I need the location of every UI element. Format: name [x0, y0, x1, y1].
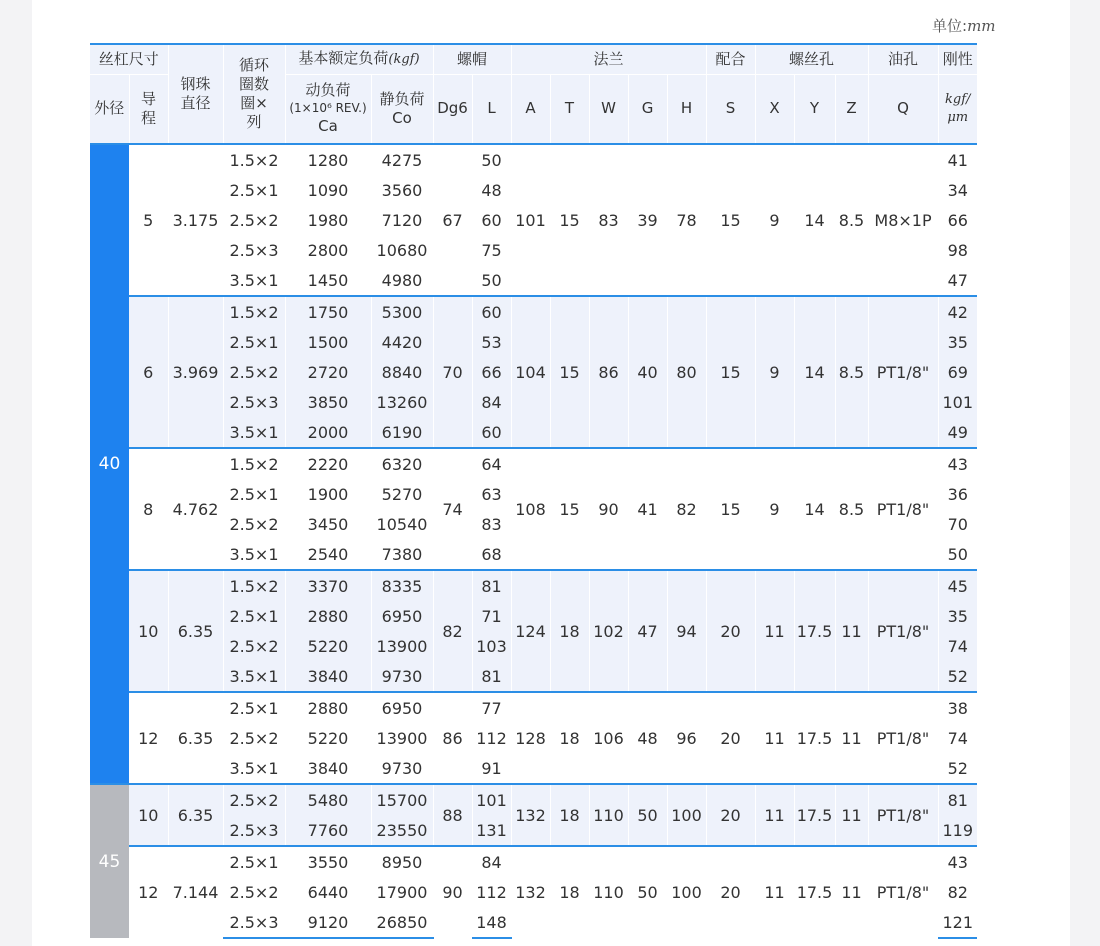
cell-dynamic-load: 3550 — [285, 846, 371, 877]
cell-circuits: 2.5×2 — [223, 631, 285, 661]
cell-bolt-y: 17.5 — [794, 784, 835, 846]
cell-rigidity: 98 — [938, 235, 977, 265]
cell-static-load: 7120 — [371, 205, 433, 235]
cell-circuits: 2.5×3 — [223, 235, 285, 265]
cell-static-load: 23550 — [371, 815, 433, 846]
header-flange-a: A — [511, 74, 550, 144]
cell-dynamic-load: 2800 — [285, 235, 371, 265]
cell-dynamic-load: 5220 — [285, 723, 371, 753]
header-circuits: 循环圈数圈×列 — [223, 44, 285, 144]
cell-nut-l: 83 — [472, 509, 511, 539]
cell-static-load: 4980 — [371, 265, 433, 296]
cell-dynamic-load: 7760 — [285, 815, 371, 846]
header-bolt-y: Y — [794, 74, 835, 144]
header-rigidity-unit-bottom: μm — [947, 109, 969, 125]
cell-rigidity: 119 — [938, 815, 977, 846]
header-static-load — [371, 74, 433, 144]
cell-static-load: 6950 — [371, 692, 433, 723]
cell-bolt-y: 14 — [794, 296, 835, 448]
header-screw-size: 丝杠尺寸 — [90, 44, 168, 74]
cell-nut-l: 77 — [472, 692, 511, 723]
cell-rigidity: 42 — [938, 296, 977, 327]
cell-flange-h: 100 — [667, 846, 706, 938]
cell-bolt-x: 9 — [755, 448, 794, 570]
cell-rigidity: 70 — [938, 509, 977, 539]
cell-lead: 12 — [129, 846, 168, 938]
cell-flange-g: 48 — [628, 692, 667, 784]
cell-static-load: 6950 — [371, 601, 433, 631]
cell-nut-dg6: 74 — [433, 448, 472, 570]
table-row — [90, 448, 977, 479]
cell-flange-a: 132 — [511, 784, 550, 846]
cell-flange-t: 18 — [550, 692, 589, 784]
cell-circuits: 2.5×2 — [223, 509, 285, 539]
header-static-symbol: Co — [392, 108, 412, 127]
cell-static-load: 10680 — [371, 235, 433, 265]
cell-flange-g: 41 — [628, 448, 667, 570]
header-flange-t: T — [550, 74, 589, 144]
cell-bolt-y: 14 — [794, 448, 835, 570]
header-dynamic-load-sub: (1×10⁶ REV.) — [289, 101, 367, 116]
header-nut-l: L — [472, 74, 511, 144]
header-oil-hole: 油孔 — [868, 44, 938, 74]
cell-nut-dg6: 70 — [433, 296, 472, 448]
cell-rigidity: 121 — [938, 907, 977, 938]
cell-flange-w: 83 — [589, 144, 628, 296]
cell-static-load: 26850 — [371, 907, 433, 938]
cell-static-load: 13900 — [371, 631, 433, 661]
cell-lead: 5 — [129, 144, 168, 296]
cell-circuits: 1.5×2 — [223, 144, 285, 175]
cell-flange-h: 100 — [667, 784, 706, 846]
cell-rigidity: 49 — [938, 417, 977, 448]
header-rigidity-unit — [938, 74, 977, 144]
cell-dynamic-load: 1090 — [285, 175, 371, 205]
ball-screw-spec-table — [90, 43, 977, 939]
header-dynamic-load-text: 动负荷 — [305, 81, 351, 100]
cell-circuits: 2.5×1 — [223, 846, 285, 877]
cell-nut-l: 71 — [472, 601, 511, 631]
cell-nut-l: 60 — [472, 205, 511, 235]
header-dynamic-symbol: Ca — [318, 117, 338, 136]
header-flange-h: H — [667, 74, 706, 144]
cell-rigidity: 45 — [938, 570, 977, 601]
cell-dynamic-load: 1280 — [285, 144, 371, 175]
cell-nut-l: 91 — [472, 753, 511, 784]
cell-flange-w: 110 — [589, 784, 628, 846]
cell-static-load: 8335 — [371, 570, 433, 601]
cell-nut-l: 112 — [472, 723, 511, 753]
cell-oil-q: PT1/8" — [868, 784, 938, 846]
cell-lead: 6 — [129, 296, 168, 448]
table-body — [90, 144, 977, 938]
cell-dynamic-load: 3850 — [285, 387, 371, 417]
cell-bolt-x: 11 — [755, 570, 794, 692]
cell-fit-s: 15 — [706, 144, 755, 296]
cell-dynamic-load: 2720 — [285, 357, 371, 387]
cell-static-load: 17900 — [371, 877, 433, 907]
table-row — [90, 296, 977, 327]
cell-static-load: 3560 — [371, 175, 433, 205]
table-row — [90, 784, 977, 815]
cell-nut-l: 84 — [472, 387, 511, 417]
cell-dynamic-load: 1450 — [285, 265, 371, 296]
cell-bolt-x: 11 — [755, 846, 794, 938]
cell-fit-s: 15 — [706, 448, 755, 570]
cell-static-load: 13260 — [371, 387, 433, 417]
cell-flange-h: 94 — [667, 570, 706, 692]
cell-bolt-z: 11 — [835, 570, 868, 692]
cell-bolt-z: 11 — [835, 692, 868, 784]
cell-flange-w: 106 — [589, 692, 628, 784]
cell-nut-l: 60 — [472, 417, 511, 448]
cell-rigidity: 41 — [938, 144, 977, 175]
cell-rigidity: 52 — [938, 661, 977, 692]
cell-ball-diameter: 6.35 — [168, 692, 223, 784]
cell-circuits: 2.5×3 — [223, 907, 285, 938]
header-lead: 导程 — [129, 74, 168, 144]
cell-ball-diameter: 6.35 — [168, 570, 223, 692]
cell-nut-l: 50 — [472, 265, 511, 296]
cell-oil-q: M8×1P — [868, 144, 938, 296]
cell-nut-l: 81 — [472, 570, 511, 601]
cell-nut-l: 103 — [472, 631, 511, 661]
cell-circuits: 2.5×3 — [223, 815, 285, 846]
cell-circuits: 1.5×2 — [223, 570, 285, 601]
cell-rigidity: 101 — [938, 387, 977, 417]
cell-rigidity: 38 — [938, 692, 977, 723]
header-rated-load-unit: (kgf) — [388, 52, 420, 68]
cell-static-load: 4420 — [371, 327, 433, 357]
cell-ball-diameter: 4.762 — [168, 448, 223, 570]
cell-dynamic-load: 3370 — [285, 570, 371, 601]
cell-rigidity: 66 — [938, 205, 977, 235]
header-outer-diameter: 外径 — [90, 74, 129, 144]
cell-circuits: 2.5×3 — [223, 387, 285, 417]
cell-flange-h: 78 — [667, 144, 706, 296]
cell-oil-q: PT1/8" — [868, 846, 938, 938]
cell-dynamic-load: 1750 — [285, 296, 371, 327]
cell-fit-s: 20 — [706, 570, 755, 692]
cell-rigidity: 74 — [938, 631, 977, 661]
cell-flange-t: 18 — [550, 570, 589, 692]
cell-circuits: 3.5×1 — [223, 265, 285, 296]
cell-nut-l: 75 — [472, 235, 511, 265]
cell-rigidity: 82 — [938, 877, 977, 907]
cell-static-load: 10540 — [371, 509, 433, 539]
cell-static-load: 6320 — [371, 448, 433, 479]
cell-nut-l: 68 — [472, 539, 511, 570]
cell-rigidity: 69 — [938, 357, 977, 387]
cell-nut-dg6: 67 — [433, 144, 472, 296]
header-rigidity-unit-top: kgf/ — [945, 91, 971, 107]
cell-dynamic-load: 2880 — [285, 692, 371, 723]
cell-dynamic-load: 3450 — [285, 509, 371, 539]
cell-static-load: 7380 — [371, 539, 433, 570]
cell-static-load: 5270 — [371, 479, 433, 509]
cell-circuits: 3.5×1 — [223, 661, 285, 692]
cell-oil-q: PT1/8" — [868, 692, 938, 784]
cell-flange-w: 90 — [589, 448, 628, 570]
cell-flange-t: 15 — [550, 448, 589, 570]
cell-nut-l: 60 — [472, 296, 511, 327]
cell-nut-l: 84 — [472, 846, 511, 877]
cell-oil-q: PT1/8" — [868, 448, 938, 570]
table-row — [90, 692, 977, 723]
cell-flange-g: 39 — [628, 144, 667, 296]
cell-oil-q: PT1/8" — [868, 570, 938, 692]
cell-ball-diameter: 6.35 — [168, 784, 223, 846]
cell-dynamic-load: 2000 — [285, 417, 371, 448]
cell-bolt-z: 8.5 — [835, 144, 868, 296]
header-rigidity: 刚性 — [938, 44, 977, 74]
cell-bolt-z: 11 — [835, 784, 868, 846]
cell-flange-t: 18 — [550, 846, 589, 938]
cell-nut-dg6: 82 — [433, 570, 472, 692]
table-header — [90, 44, 977, 144]
cell-static-load: 5300 — [371, 296, 433, 327]
cell-bolt-z: 8.5 — [835, 448, 868, 570]
cell-dynamic-load: 2220 — [285, 448, 371, 479]
cell-nut-l: 81 — [472, 661, 511, 692]
header-dynamic-load — [285, 74, 371, 144]
cell-circuits: 2.5×2 — [223, 877, 285, 907]
header-nut: 螺帽 — [433, 44, 511, 74]
cell-flange-a: 104 — [511, 296, 550, 448]
cell-flange-t: 15 — [550, 144, 589, 296]
document-page — [32, 0, 1070, 946]
cell-circuits: 3.5×1 — [223, 417, 285, 448]
cell-fit-s: 20 — [706, 692, 755, 784]
cell-flange-w: 102 — [589, 570, 628, 692]
cell-nut-l: 112 — [472, 877, 511, 907]
cell-nut-dg6: 86 — [433, 692, 472, 784]
cell-circuits: 3.5×1 — [223, 753, 285, 784]
cell-nut-dg6: 90 — [433, 846, 472, 938]
cell-static-load: 15700 — [371, 784, 433, 815]
cell-flange-h: 96 — [667, 692, 706, 784]
header-bolt-z: Z — [835, 74, 868, 144]
cell-bolt-x: 9 — [755, 296, 794, 448]
cell-lead: 12 — [129, 692, 168, 784]
cell-flange-a: 108 — [511, 448, 550, 570]
cell-rigidity: 47 — [938, 265, 977, 296]
cell-outer-diameter: 45 — [90, 784, 129, 938]
header-oil-q: Q — [868, 74, 938, 144]
cell-rigidity: 34 — [938, 175, 977, 205]
table-row — [90, 846, 977, 877]
cell-nut-l: 50 — [472, 144, 511, 175]
cell-flange-a: 101 — [511, 144, 550, 296]
header-flange-w: W — [589, 74, 628, 144]
cell-nut-l: 101 — [472, 784, 511, 815]
cell-ball-diameter: 3.969 — [168, 296, 223, 448]
table-row — [90, 144, 977, 175]
cell-dynamic-load: 5220 — [285, 631, 371, 661]
cell-dynamic-load: 6440 — [285, 877, 371, 907]
cell-nut-l: 66 — [472, 357, 511, 387]
cell-flange-g: 50 — [628, 784, 667, 846]
cell-lead: 10 — [129, 570, 168, 692]
cell-rigidity: 81 — [938, 784, 977, 815]
cell-static-load: 9730 — [371, 661, 433, 692]
cell-lead: 8 — [129, 448, 168, 570]
cell-ball-diameter: 7.144 — [168, 846, 223, 938]
cell-circuits: 3.5×1 — [223, 539, 285, 570]
cell-circuits: 2.5×2 — [223, 784, 285, 815]
header-bolt-hole: 螺丝孔 — [755, 44, 868, 74]
cell-flange-w: 86 — [589, 296, 628, 448]
cell-oil-q: PT1/8" — [868, 296, 938, 448]
cell-bolt-x: 11 — [755, 692, 794, 784]
cell-dynamic-load: 1500 — [285, 327, 371, 357]
cell-flange-a: 128 — [511, 692, 550, 784]
cell-bolt-y: 17.5 — [794, 846, 835, 938]
cell-static-load: 4275 — [371, 144, 433, 175]
cell-circuits: 2.5×1 — [223, 479, 285, 509]
unit-value: mm — [967, 17, 996, 35]
cell-lead: 10 — [129, 784, 168, 846]
cell-circuits: 2.5×2 — [223, 357, 285, 387]
cell-flange-t: 15 — [550, 296, 589, 448]
cell-rigidity: 43 — [938, 448, 977, 479]
cell-bolt-z: 11 — [835, 846, 868, 938]
cell-static-load: 9730 — [371, 753, 433, 784]
cell-dynamic-load: 3840 — [285, 661, 371, 692]
header-static-load-text: 静负荷 — [379, 89, 425, 108]
cell-bolt-x: 11 — [755, 784, 794, 846]
cell-circuits: 2.5×1 — [223, 601, 285, 631]
cell-flange-g: 50 — [628, 846, 667, 938]
cell-static-load: 6190 — [371, 417, 433, 448]
header-nut-dg6: Dg6 — [433, 74, 472, 144]
cell-circuits: 1.5×2 — [223, 448, 285, 479]
cell-bolt-y: 14 — [794, 144, 835, 296]
cell-rigidity: 35 — [938, 601, 977, 631]
header-rated-load — [285, 44, 433, 74]
cell-flange-t: 18 — [550, 784, 589, 846]
cell-nut-l: 64 — [472, 448, 511, 479]
unit-label — [932, 15, 996, 36]
cell-bolt-y: 17.5 — [794, 692, 835, 784]
header-flange: 法兰 — [511, 44, 706, 74]
cell-nut-l: 48 — [472, 175, 511, 205]
cell-nut-l: 53 — [472, 327, 511, 357]
cell-dynamic-load: 5480 — [285, 784, 371, 815]
header-bolt-x: X — [755, 74, 794, 144]
cell-circuits: 2.5×1 — [223, 327, 285, 357]
cell-nut-l: 148 — [472, 907, 511, 938]
cell-dynamic-load: 1980 — [285, 205, 371, 235]
unit-prefix: 单位: — [932, 17, 968, 35]
cell-circuits: 2.5×2 — [223, 205, 285, 235]
cell-circuits: 2.5×1 — [223, 692, 285, 723]
cell-circuits: 1.5×2 — [223, 296, 285, 327]
cell-static-load: 8840 — [371, 357, 433, 387]
cell-rigidity: 74 — [938, 723, 977, 753]
cell-nut-l: 131 — [472, 815, 511, 846]
cell-dynamic-load: 3840 — [285, 753, 371, 784]
cell-fit-s: 15 — [706, 296, 755, 448]
cell-circuits: 2.5×1 — [223, 175, 285, 205]
header-ball-diameter: 钢珠直径 — [168, 44, 223, 144]
cell-bolt-x: 9 — [755, 144, 794, 296]
cell-fit-s: 20 — [706, 784, 755, 846]
cell-dynamic-load: 1900 — [285, 479, 371, 509]
cell-dynamic-load: 2880 — [285, 601, 371, 631]
header-fit-s: S — [706, 74, 755, 144]
cell-flange-h: 82 — [667, 448, 706, 570]
cell-static-load: 8950 — [371, 846, 433, 877]
cell-dynamic-load: 9120 — [285, 907, 371, 938]
header-flange-g: G — [628, 74, 667, 144]
table-row — [90, 570, 977, 601]
cell-dynamic-load: 2540 — [285, 539, 371, 570]
cell-circuits: 2.5×2 — [223, 723, 285, 753]
cell-flange-w: 110 — [589, 846, 628, 938]
cell-flange-a: 132 — [511, 846, 550, 938]
cell-nut-l: 63 — [472, 479, 511, 509]
cell-outer-diameter: 40 — [90, 144, 129, 784]
cell-rigidity: 36 — [938, 479, 977, 509]
cell-flange-g: 47 — [628, 570, 667, 692]
header-rated-load-text: 基本额定负荷 — [298, 49, 389, 68]
cell-rigidity: 35 — [938, 327, 977, 357]
cell-fit-s: 20 — [706, 846, 755, 938]
cell-flange-h: 80 — [667, 296, 706, 448]
cell-nut-dg6: 88 — [433, 784, 472, 846]
cell-rigidity: 52 — [938, 753, 977, 784]
cell-flange-a: 124 — [511, 570, 550, 692]
cell-flange-g: 40 — [628, 296, 667, 448]
cell-ball-diameter: 3.175 — [168, 144, 223, 296]
cell-static-load: 13900 — [371, 723, 433, 753]
cell-rigidity: 43 — [938, 846, 977, 877]
cell-rigidity: 50 — [938, 539, 977, 570]
cell-bolt-z: 8.5 — [835, 296, 868, 448]
header-fit: 配合 — [706, 44, 755, 74]
cell-bolt-y: 17.5 — [794, 570, 835, 692]
